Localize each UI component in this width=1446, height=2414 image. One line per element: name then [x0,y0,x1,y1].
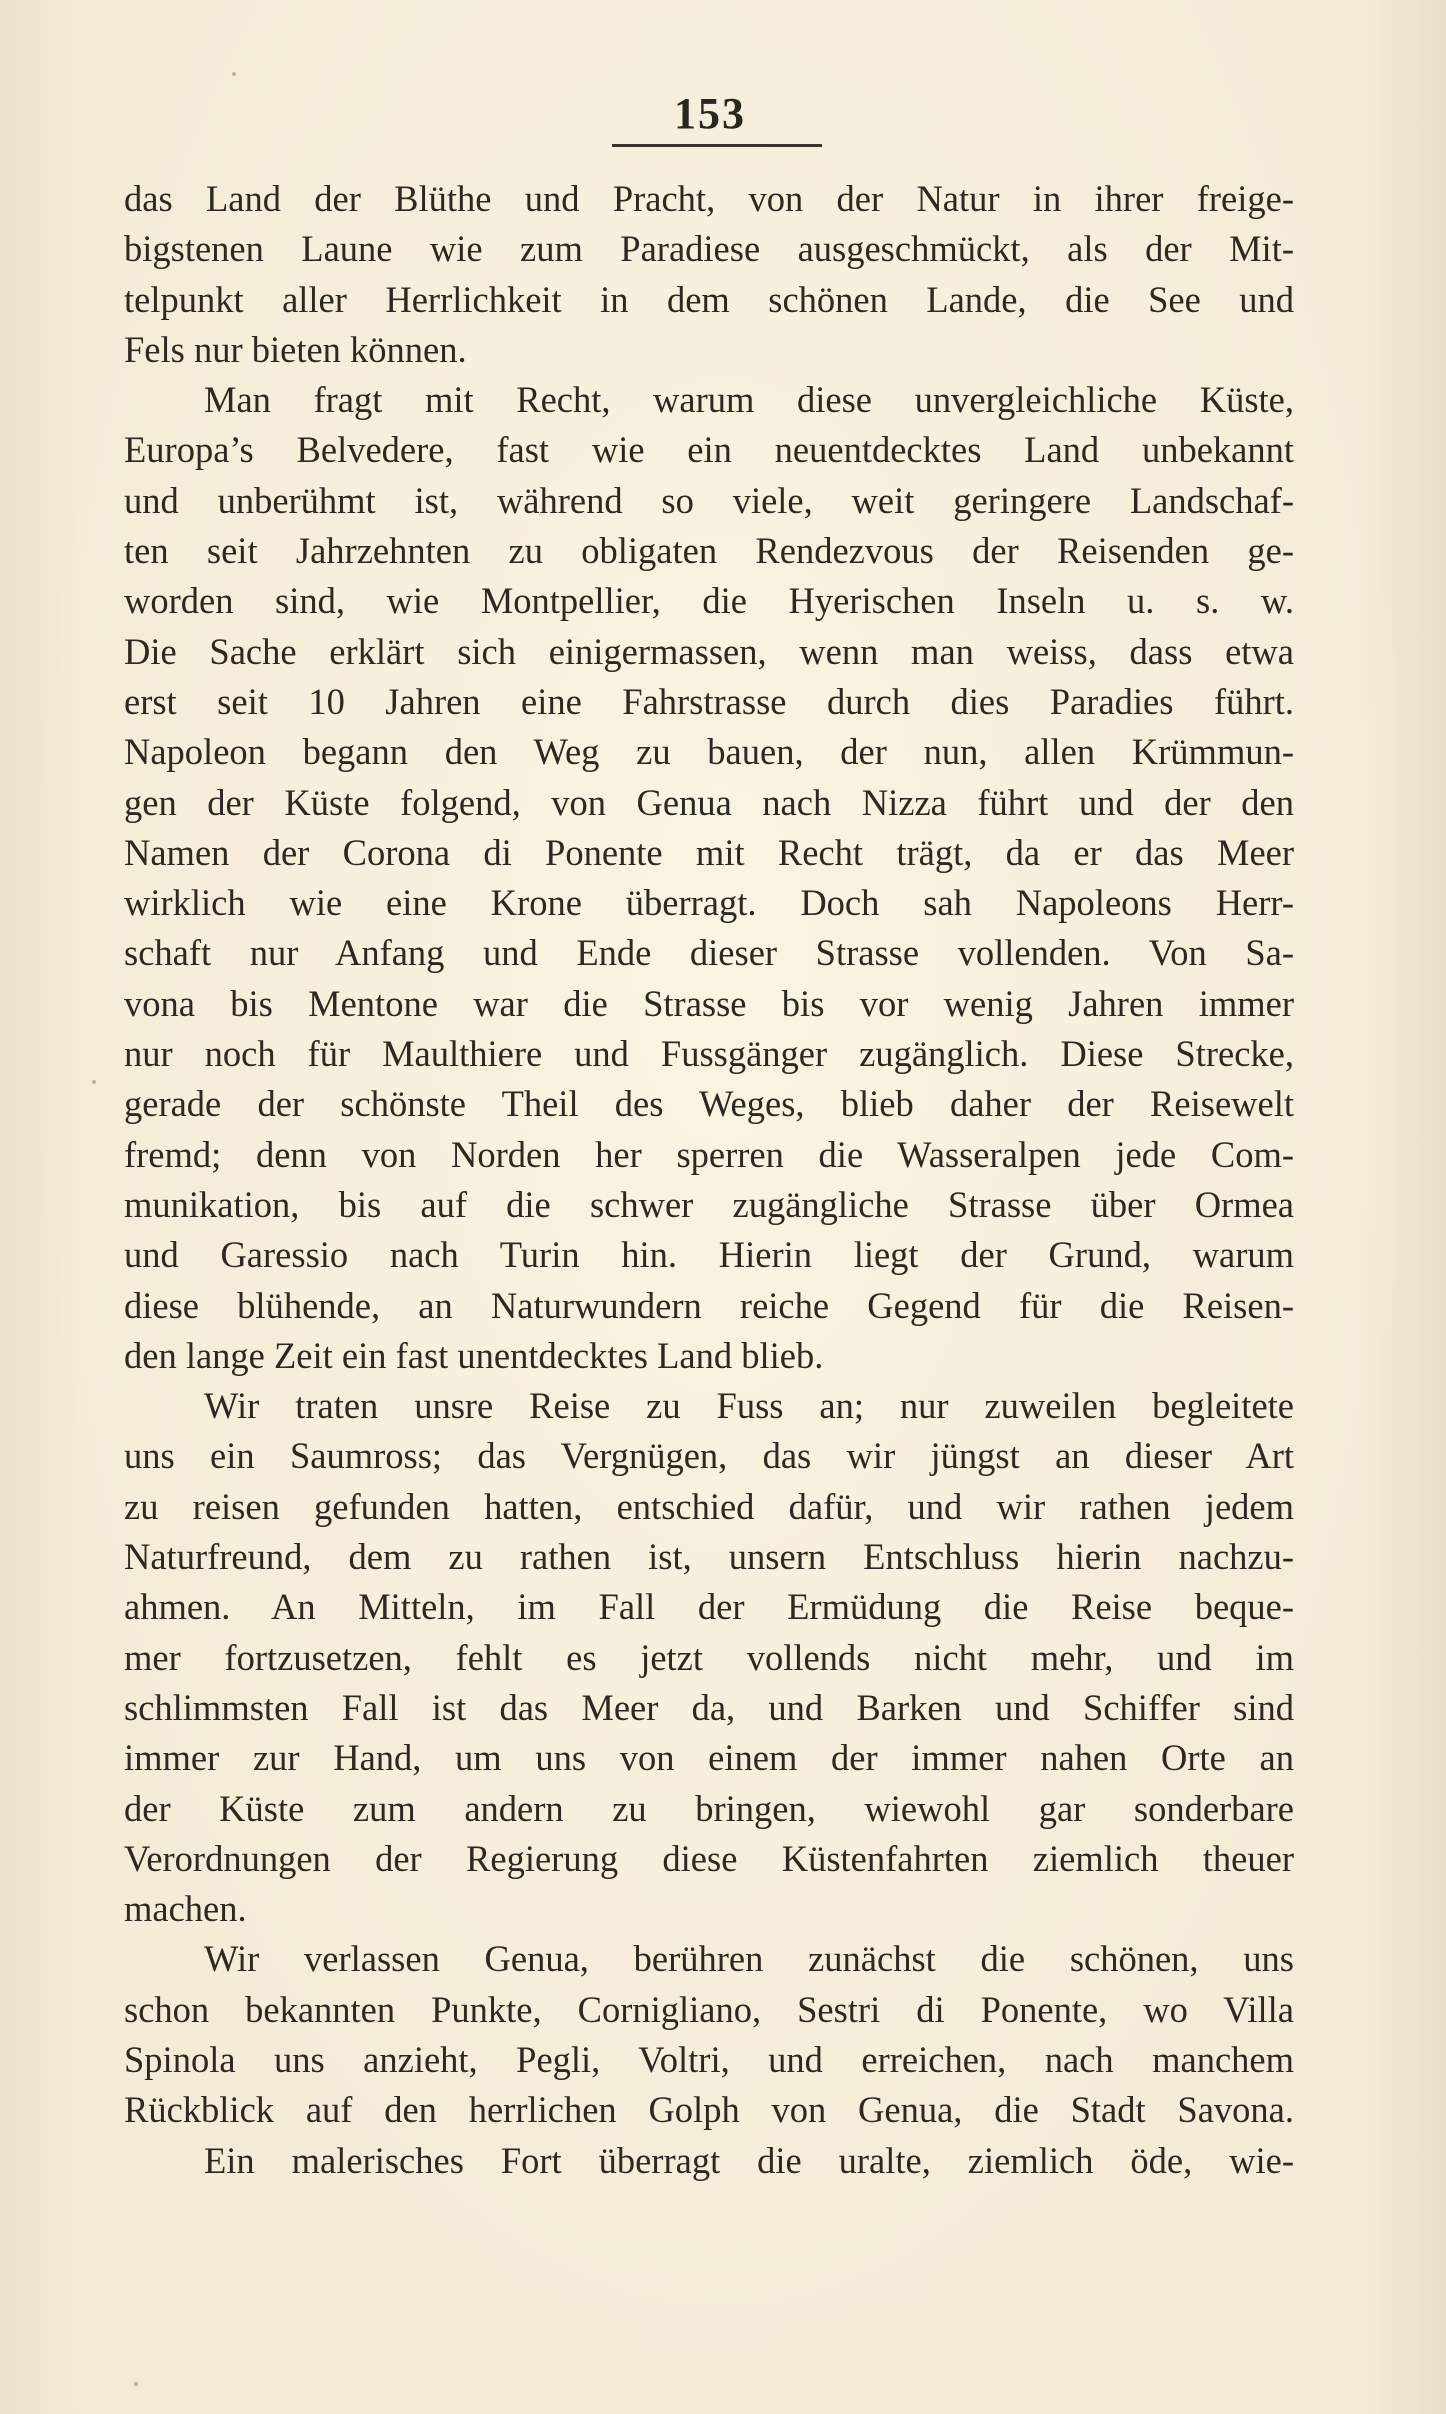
text-line: machen. [124,1888,247,1930]
text-line: schaft nur Anfang und Ende dieser Strasse vollenden. Von Sa- [124,932,1294,974]
text-line: zu reisen gefunden hatten, entschied dafür, und wir rathen jedem [124,1485,1294,1527]
text-line: Ein malerisches Fort überragt die uralte, ziemlich öde, wie- [204,2139,1294,2181]
text-line: und Garessio nach Turin hin. Hierin liegt der Grund, warum [124,1234,1294,1276]
text-line: Rückblick auf den herrlichen Golph von Genua, die Stadt Savona. [124,2089,1294,2131]
text-line: ahmen. An Mitteln, im Fall der Ermüdung die Reise beque- [124,1586,1294,1628]
text-line: bigstenen Laune wie zum Paradiese ausgeschmückt, als der Mit- [124,228,1294,270]
text-line: Verordnungen der Regierung diese Küstenfahrten ziemlich theuer [124,1837,1294,1879]
text-line: Europa’s Belvedere, fast wie ein neuentdecktes Land unbekannt [124,429,1294,471]
text-line: gerade der schönste Theil des Weges, blieb daher der Reisewelt [124,1083,1294,1125]
text-line: Namen der Corona di Ponente mit Recht trägt, da er das Meer [124,831,1294,873]
text-line: Spinola uns anzieht, Pegli, Voltri, und erreichen, nach manchem [124,2038,1294,2080]
text-line: worden sind, wie Montpellier, die Hyerischen Inseln u. s. w. [124,580,1294,622]
page-number: 153 [674,89,746,138]
text-line: erst seit 10 Jahren eine Fahrstrasse durch dies Paradies führt. [124,680,1294,722]
text-line: wirklich wie eine Krone überragt. Doch sah Napoleons Herr- [124,882,1294,924]
text-line: Fels nur bieten können. [124,328,467,370]
text-line: der Küste zum andern zu bringen, wiewohl gar sonderbare [124,1787,1294,1829]
text-line: Wir traten unsre Reise zu Fuss an; nur zuweilen begleitete [204,1385,1294,1427]
text-line: den lange Zeit ein fast unentdecktes Land blieb. [124,1334,824,1376]
text-line: uns ein Saumross; das Vergnügen, das wir jüngst an dieser Art [124,1435,1294,1477]
header-rule [612,144,822,147]
paper-speck [92,1080,96,1084]
text-line: vona bis Mentone war die Strasse bis vor wenig Jahren immer [124,982,1294,1024]
text-line: telpunkt aller Herrlichkeit in dem schönen Lande, die See und [124,278,1294,320]
text-line: schon bekannten Punkte, Cornigliano, Sestri di Ponente, wo Villa [124,1988,1294,2030]
text-line: und unberühmt ist, während so viele, weit geringere Landschaf- [124,479,1294,521]
text-line: immer zur Hand, um uns von einem der immer nahen Orte an [124,1737,1294,1779]
text-line: Napoleon begann den Weg zu bauen, der nun, allen Krümmun- [124,731,1294,773]
text-line: ten seit Jahrzehnten zu obligaten Rendezvous der Reisenden ge- [124,530,1294,572]
text-line: Naturfreund, dem zu rathen ist, unsern Entschluss hierin nachzu- [124,1536,1294,1578]
paper-speck [232,72,236,76]
text-line: das Land der Blüthe und Pracht, von der Natur in ihrer freige- [124,178,1294,219]
text-line: gen der Küste folgend, von Genua nach Nizza führt und der den [124,781,1294,823]
body-text [124,174,1294,2186]
paper-speck [134,2382,138,2386]
text-line: Wir verlassen Genua, berühren zunächst die schönen, uns [204,1938,1294,1980]
text-line: Die Sache erklärt sich einigermassen, wenn man weiss, dass etwa [124,630,1294,672]
text-line: schlimmsten Fall ist das Meer da, und Barken und Schiffer sind [124,1686,1294,1728]
text-line: nur noch für Maulthiere und Fussgänger zugänglich. Diese Strecke, [124,1033,1294,1075]
text-line: munikation, bis auf die schwer zugängliche Strasse über Ormea [124,1183,1294,1225]
text-line: fremd; denn von Norden her sperren die Wasseralpen jede Com- [124,1133,1294,1175]
text-line: mer fortzusetzen, fehlt es jetzt vollends nicht mehr, und im [124,1636,1294,1678]
text-line: diese blühende, an Naturwundern reiche Gegend für die Reisen- [124,1284,1294,1326]
text-line: Man fragt mit Recht, warum diese unvergleichliche Küste, [204,379,1294,421]
